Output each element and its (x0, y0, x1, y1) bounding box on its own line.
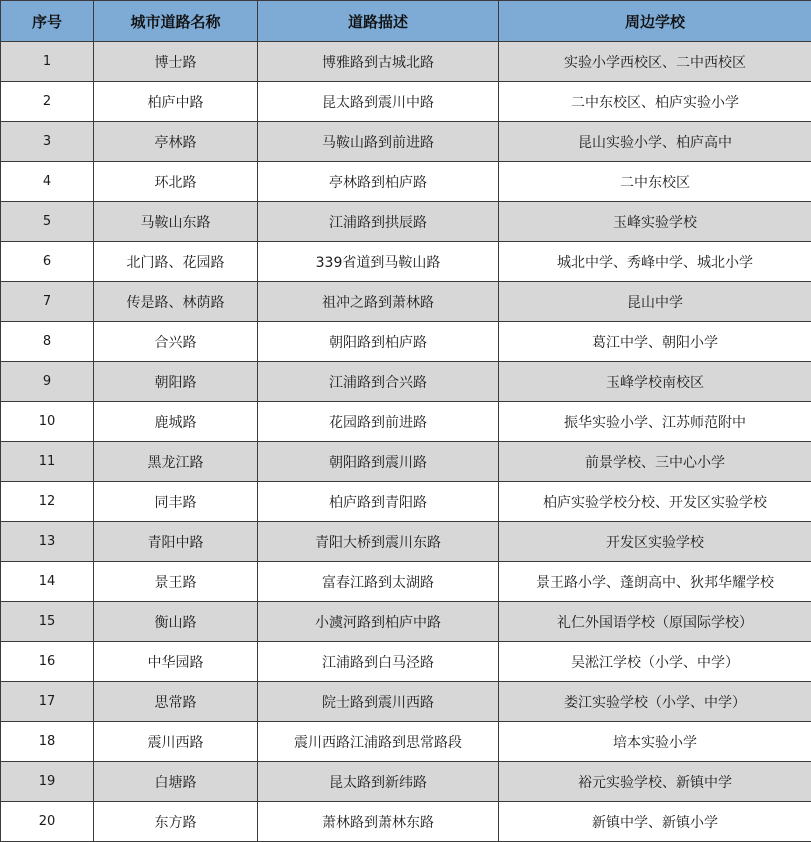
row-index: 6 (1, 242, 94, 282)
nearby-schools-cell: 新镇中学、新镇小学 (499, 802, 811, 842)
road-name-cell: 环北路 (94, 162, 258, 202)
table-row (1, 482, 811, 522)
table-row (1, 122, 811, 162)
road-name-cell: 柏庐中路 (94, 82, 258, 122)
nearby-schools-cell: 景王路小学、蓬朗高中、狄邦华耀学校 (499, 562, 811, 602)
row-index: 14 (1, 562, 94, 602)
road-description-cell: 江浦路到白马泾路 (258, 642, 499, 682)
road-name-cell: 震川西路 (94, 722, 258, 762)
header-road-description: 道路描述 (258, 1, 499, 42)
row-index: 11 (1, 442, 94, 482)
road-name-cell: 鹿城路 (94, 402, 258, 442)
nearby-schools-cell: 昆山实验小学、柏庐高中 (499, 122, 811, 162)
table-row (1, 242, 811, 282)
table-row (1, 562, 811, 602)
road-description-cell: 花园路到前进路 (258, 402, 499, 442)
road-name-cell: 黑龙江路 (94, 442, 258, 482)
road-description-cell: 339省道到马鞍山路 (258, 242, 499, 282)
row-index: 2 (1, 82, 94, 122)
table-row (1, 282, 811, 322)
table-row (1, 802, 811, 842)
header-road-name: 城市道路名称 (94, 1, 258, 42)
nearby-schools-cell: 二中东校区、柏庐实验小学 (499, 82, 811, 122)
table-row (1, 682, 811, 722)
row-index: 8 (1, 322, 94, 362)
nearby-schools-cell: 开发区实验学校 (499, 522, 811, 562)
table-row (1, 522, 811, 562)
road-description-cell: 亭林路到柏庐路 (258, 162, 499, 202)
header-row (1, 1, 811, 42)
row-index: 19 (1, 762, 94, 802)
road-name-cell: 合兴路 (94, 322, 258, 362)
table-row (1, 362, 811, 402)
table-row (1, 202, 811, 242)
nearby-schools-cell: 吴淞江学校（小学、中学） (499, 642, 811, 682)
road-name-cell: 东方路 (94, 802, 258, 842)
table-row (1, 442, 811, 482)
table-body (1, 42, 811, 842)
row-index: 10 (1, 402, 94, 442)
road-description-cell: 震川西路江浦路到思常路段 (258, 722, 499, 762)
table-header (1, 1, 811, 42)
row-index: 13 (1, 522, 94, 562)
road-description-cell: 博雅路到古城北路 (258, 42, 499, 82)
road-name-cell: 马鞍山东路 (94, 202, 258, 242)
road-description-cell: 朝阳路到柏庐路 (258, 322, 499, 362)
table-row (1, 642, 811, 682)
road-name-cell: 博士路 (94, 42, 258, 82)
road-description-cell: 小澞河路到柏庐中路 (258, 602, 499, 642)
row-index: 17 (1, 682, 94, 722)
road-description-cell: 朝阳路到震川路 (258, 442, 499, 482)
table-row (1, 602, 811, 642)
table-row (1, 762, 811, 802)
nearby-schools-cell: 实验小学西校区、二中西校区 (499, 42, 811, 82)
road-description-cell: 富春江路到太湖路 (258, 562, 499, 602)
row-index: 20 (1, 802, 94, 842)
road-name-cell: 青阳中路 (94, 522, 258, 562)
row-index: 7 (1, 282, 94, 322)
road-name-cell: 北门路、花园路 (94, 242, 258, 282)
road-name-cell: 同丰路 (94, 482, 258, 522)
road-description-cell: 院士路到震川西路 (258, 682, 499, 722)
nearby-schools-cell: 葛江中学、朝阳小学 (499, 322, 811, 362)
nearby-schools-cell: 礼仁外国语学校（原国际学校） (499, 602, 811, 642)
nearby-schools-cell: 娄江实验学校（小学、中学） (499, 682, 811, 722)
nearby-schools-cell: 城北中学、秀峰中学、城北小学 (499, 242, 811, 282)
road-description-cell: 昆太路到新纬路 (258, 762, 499, 802)
table-row (1, 42, 811, 82)
road-name-cell: 朝阳路 (94, 362, 258, 402)
nearby-schools-cell: 前景学校、三中心小学 (499, 442, 811, 482)
row-index: 18 (1, 722, 94, 762)
road-description-cell: 萧林路到萧林东路 (258, 802, 499, 842)
road-name-cell: 衡山路 (94, 602, 258, 642)
road-name-cell: 思常路 (94, 682, 258, 722)
table-row (1, 322, 811, 362)
nearby-schools-cell: 二中东校区 (499, 162, 811, 202)
row-index: 1 (1, 42, 94, 82)
nearby-schools-cell: 裕元实验学校、新镇中学 (499, 762, 811, 802)
table-row (1, 402, 811, 442)
row-index: 16 (1, 642, 94, 682)
road-name-cell: 景王路 (94, 562, 258, 602)
road-description-cell: 祖冲之路到萧林路 (258, 282, 499, 322)
row-index: 12 (1, 482, 94, 522)
table-row (1, 162, 811, 202)
nearby-schools-cell: 柏庐实验学校分校、开发区实验学校 (499, 482, 811, 522)
header-nearby-schools: 周边学校 (499, 1, 811, 42)
row-index: 15 (1, 602, 94, 642)
nearby-schools-cell: 昆山中学 (499, 282, 811, 322)
nearby-schools-cell: 玉峰学校南校区 (499, 362, 811, 402)
header-index: 序号 (1, 1, 94, 42)
road-description-cell: 马鞍山路到前进路 (258, 122, 499, 162)
table-row (1, 722, 811, 762)
road-description-cell: 江浦路到拱辰路 (258, 202, 499, 242)
row-index: 3 (1, 122, 94, 162)
nearby-schools-cell: 振华实验小学、江苏师范附中 (499, 402, 811, 442)
table-row (1, 82, 811, 122)
road-name-cell: 中华园路 (94, 642, 258, 682)
road-description-cell: 柏庐路到青阳路 (258, 482, 499, 522)
nearby-schools-cell: 培本实验小学 (499, 722, 811, 762)
row-index: 9 (1, 362, 94, 402)
road-description-cell: 江浦路到合兴路 (258, 362, 499, 402)
row-index: 5 (1, 202, 94, 242)
nearby-schools-cell: 玉峰实验学校 (499, 202, 811, 242)
row-index: 4 (1, 162, 94, 202)
road-name-cell: 亭林路 (94, 122, 258, 162)
road-description-cell: 青阳大桥到震川东路 (258, 522, 499, 562)
road-description-cell: 昆太路到震川中路 (258, 82, 499, 122)
road-name-cell: 白塘路 (94, 762, 258, 802)
road-name-cell: 传是路、林荫路 (94, 282, 258, 322)
